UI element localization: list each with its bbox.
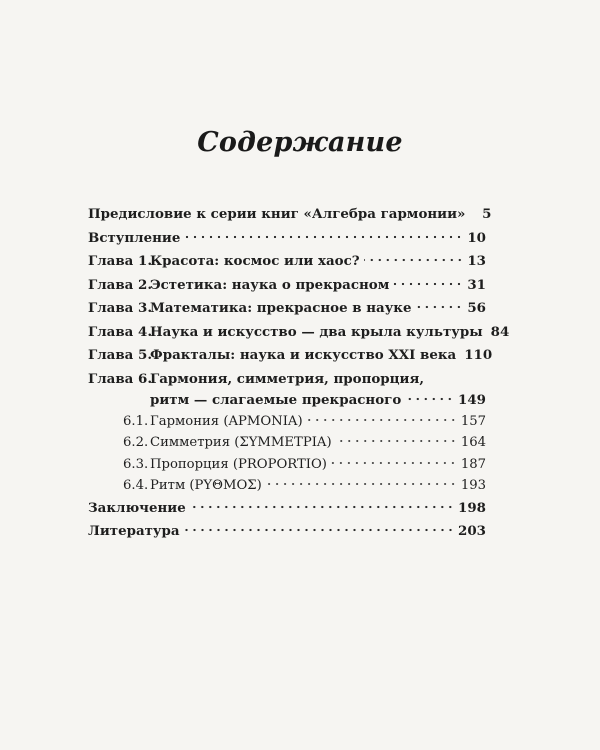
subsection-number: 6.2.: [123, 435, 149, 450]
chapter-title: Наука и искусство — два крыла культуры: [150, 323, 483, 340]
toc-entry-label: Вступление: [88, 229, 181, 246]
toc-entry-chapter-3[interactable]: [88, 300, 486, 324]
toc-page-number: 187: [460, 456, 486, 472]
subsection-title: Гармония (ΑΡΜΟΝΙΑ): [150, 413, 303, 429]
toc-entry-label-line-2: [88, 392, 486, 414]
toc-entry-chapter-5[interactable]: [88, 347, 493, 371]
chapter-title: Математика: прекрасное в науке: [150, 300, 412, 316]
dot-leader: [336, 439, 457, 443]
dot-leader: [364, 258, 464, 262]
toc-page-number: 203: [458, 523, 486, 539]
chapter-title: Эстетика: наука о прекрасном: [150, 276, 390, 293]
page-title: Содержание: [197, 127, 403, 158]
chapter-number: Глава 3.: [88, 300, 152, 316]
toc-entry-label: [88, 277, 389, 293]
dot-leader: [184, 235, 463, 239]
table-of-contents: [88, 206, 510, 547]
toc-entry-label: [88, 253, 360, 269]
toc-subsection-6-4[interactable]: [88, 478, 486, 500]
chapter-number: Глава 1.: [88, 253, 152, 269]
dot-leader: [307, 418, 457, 422]
toc-entry-chapter-1[interactable]: [88, 253, 486, 277]
toc-page-number: 13: [467, 253, 486, 269]
toc-page-number: 5: [482, 206, 492, 222]
chapter-number: Глава 4.: [88, 323, 152, 340]
dot-leader: [405, 397, 454, 401]
toc-page-number: 198: [458, 499, 486, 516]
toc-subsection-6-1[interactable]: [88, 414, 486, 436]
dot-leader: [393, 282, 463, 286]
toc-entry-label: Заключение: [88, 499, 186, 516]
dot-leader: [415, 305, 463, 309]
toc-page-number: 157: [460, 413, 486, 429]
toc-entry-chapter-2[interactable]: [88, 277, 486, 301]
toc-entry-label-line-1: [88, 371, 486, 392]
toc-subsection-6-2[interactable]: [88, 435, 486, 457]
toc-entry-introduction[interactable]: [88, 230, 486, 254]
toc-entry-conclusion[interactable]: [88, 500, 486, 524]
subsection-title: Симметрия (ΣΥΜΜΕΤΡΙΑ): [150, 435, 332, 450]
toc-entry-bibliography[interactable]: [88, 523, 486, 547]
chapter-number: Глава 5.: [88, 347, 152, 363]
toc-entry-chapter-6[interactable]: [88, 371, 486, 414]
chapter-title: Фракталы: наука и искусство XXI века: [150, 347, 457, 363]
subsection-number: 6.1.: [123, 413, 149, 429]
toc-entry-label: [88, 347, 456, 363]
dot-leader: [331, 461, 457, 465]
toc-page-number: 10: [467, 229, 486, 246]
toc-entry-preface[interactable]: [88, 206, 492, 230]
toc-page-number: 164: [460, 435, 486, 450]
toc-entry-label: [88, 300, 411, 316]
toc-page-number: 149: [458, 391, 486, 408]
toc-page-number: 31: [467, 276, 486, 293]
toc-entry-label: Литература: [88, 523, 180, 539]
toc-page-number: 110: [464, 347, 493, 363]
toc-page-number: 56: [467, 300, 486, 316]
chapter-title-continued: ритм — слагаемые прекрасного: [150, 391, 402, 408]
dot-leader: [184, 528, 455, 532]
dot-leader: [266, 482, 457, 486]
chapter-title: Гармония, симметрия, пропорция,: [150, 370, 425, 387]
toc-subsection-6-3[interactable]: [88, 457, 486, 479]
subsection-title: Пропорция (PROPORTIO): [150, 456, 327, 472]
toc-page-number: 84: [490, 323, 510, 340]
chapter-title: Красота: космос или хаос?: [150, 253, 360, 269]
toc-entry-chapter-4[interactable]: [88, 323, 510, 348]
toc-entry-label: [88, 324, 483, 340]
subsection-title: Ритм (ΡΥΘΜΟΣ): [150, 478, 262, 493]
subsection-number: 6.3.: [123, 456, 149, 472]
chapter-number: Глава 2.: [88, 276, 152, 293]
toc-entry-label: Предисловие к серии книг «Алгебра гармонии»: [88, 206, 466, 222]
dot-leader: [190, 505, 454, 509]
toc-page-number: 193: [460, 478, 486, 493]
subsection-number: 6.4.: [123, 478, 149, 493]
chapter-number: Глава 6.: [88, 370, 152, 387]
